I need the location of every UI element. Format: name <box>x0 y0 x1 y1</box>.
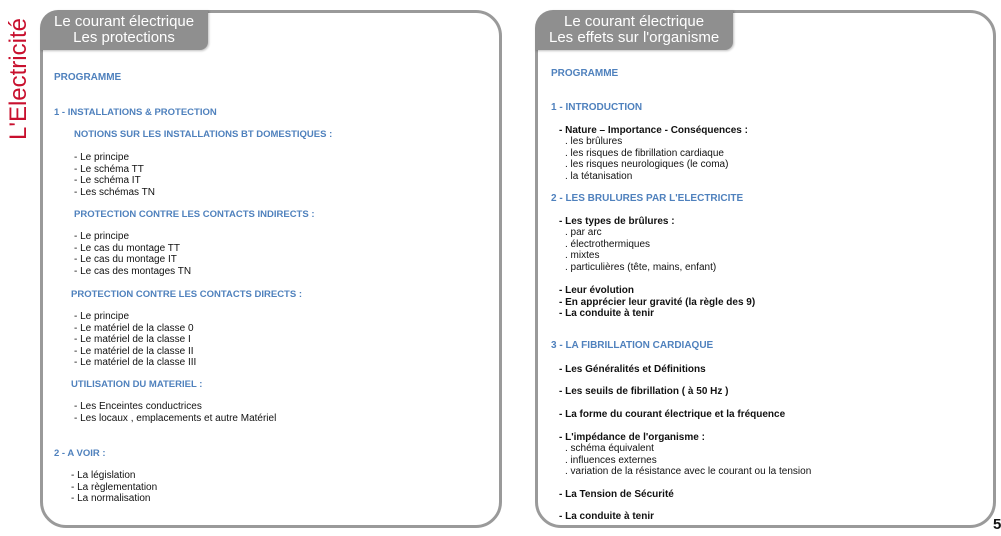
section-1-title: 1 - INSTALLATIONS & PROTECTION <box>54 107 217 118</box>
list-utilisation <box>74 401 276 424</box>
item-conduite: - La conduite à tenir <box>559 511 655 522</box>
list-item: . influences externes <box>565 454 657 466</box>
list-item: - Le matériel de la classe III <box>74 357 197 368</box>
tab-line-2: Les effets sur l'organisme <box>549 29 720 46</box>
list-brulures-types <box>565 227 716 273</box>
panel-tab-protections <box>40 10 208 50</box>
section-2-title: 2 - LES BRULURES PAR L'ELECTRICITE <box>551 193 744 204</box>
list-item: - Le cas des montages TN <box>74 265 192 277</box>
subheading-contacts-indirects: PROTECTION CONTRE LES CONTACTS INDIRECTS : <box>74 209 315 220</box>
list-item: - Le cas du montage TT <box>74 242 180 254</box>
list-item: . particulières (tête, mains, enfant) <box>565 261 717 273</box>
list-item: - Leur évolution <box>559 285 634 296</box>
subheading-contacts-directs: PROTECTION CONTRE LES CONTACTS DIRECTS : <box>71 289 302 300</box>
list-item: - Le cas du montage IT <box>74 254 177 265</box>
list-item: - Le matériel de la classe 0 <box>74 322 194 334</box>
list-item: . la tétanisation <box>565 170 633 182</box>
item-tension-securite: - La Tension de Sécurité <box>559 489 674 500</box>
list-item: . mixtes <box>565 250 600 261</box>
section-3-title: 3 - LA FIBRILLATION CARDIAQUE <box>551 340 714 351</box>
list-item: . les brûlures <box>565 136 623 147</box>
list-brulures-suite <box>559 285 755 320</box>
list-installations <box>74 152 155 198</box>
tab-line-2: Les protections <box>73 29 175 46</box>
list-a-voir <box>71 470 157 505</box>
tab-line-1: Le courant électrique <box>54 13 195 30</box>
section-1-title: 1 - INTRODUCTION <box>551 102 643 113</box>
list-item: . les risques de fibrillation cardiaque <box>565 147 724 159</box>
list-item: - Le principe <box>74 152 130 163</box>
brulures-types-heading: - Les types de brûlures : <box>559 216 675 227</box>
side-title: L'Electricité <box>5 18 32 140</box>
list-item: - Le schéma IT <box>74 175 141 186</box>
intro-heading: - Nature – Importance - Conséquences : <box>559 125 748 136</box>
list-item: - Les schémas TN <box>74 186 155 198</box>
list-item: - Les Enceintes conductrices <box>74 401 202 412</box>
list-item: - En apprécier leur gravité (la règle des 9) <box>559 296 756 308</box>
list-item: - Le matériel de la classe I <box>74 334 191 345</box>
list-item: - Le principe <box>74 311 130 322</box>
panel-effets-organisme <box>535 10 996 528</box>
list-item: - Le schéma TT <box>74 163 144 175</box>
subheading-installations: NOTIONS SUR LES INSTALLATIONS BT DOMESTIQUES : <box>74 129 333 140</box>
panel-protections <box>40 10 502 528</box>
list-item: - Le matériel de la classe II <box>74 345 194 357</box>
list-item: - Les locaux , emplacements et autre Matériel <box>74 412 277 424</box>
list-item: . électrothermiques <box>565 238 651 250</box>
programme-heading: PROGRAMME <box>54 72 122 83</box>
list-item: . les risques neurologiques (le coma) <box>565 159 729 170</box>
list-item: - La règlementation <box>71 481 158 493</box>
list-item: - La législation <box>71 470 136 481</box>
programme-heading: PROGRAMME <box>551 68 619 79</box>
item-impedance: - L'impédance de l'organisme : <box>559 432 705 443</box>
panel-tab-effets <box>535 10 733 50</box>
list-impedance <box>565 443 811 478</box>
item-seuils: - Les seuils de fibrillation ( à 50 Hz ) <box>559 386 729 397</box>
list-intro <box>565 136 728 182</box>
subheading-utilisation: UTILISATION DU MATERIEL : <box>71 379 203 390</box>
item-forme-courant: - La forme du courant électrique et la fréquence <box>559 409 786 420</box>
list-item: - La conduite à tenir <box>559 308 655 319</box>
section-2-title: 2 - A VOIR : <box>54 448 106 459</box>
list-contacts-indirects <box>74 231 191 277</box>
page-number: 5 <box>993 516 1001 533</box>
tab-line-1: Le courant électrique <box>564 13 705 30</box>
list-item: . schéma équivalent <box>565 443 654 454</box>
list-contacts-directs <box>74 311 196 369</box>
list-item: - La normalisation <box>71 493 151 504</box>
list-item: - Le principe <box>74 231 130 242</box>
list-item: . par arc <box>565 227 602 238</box>
list-item: . variation de la résistance avec le courant ou la tension <box>565 466 812 477</box>
item-generalites: - Les Généralités et Définitions <box>559 364 706 375</box>
